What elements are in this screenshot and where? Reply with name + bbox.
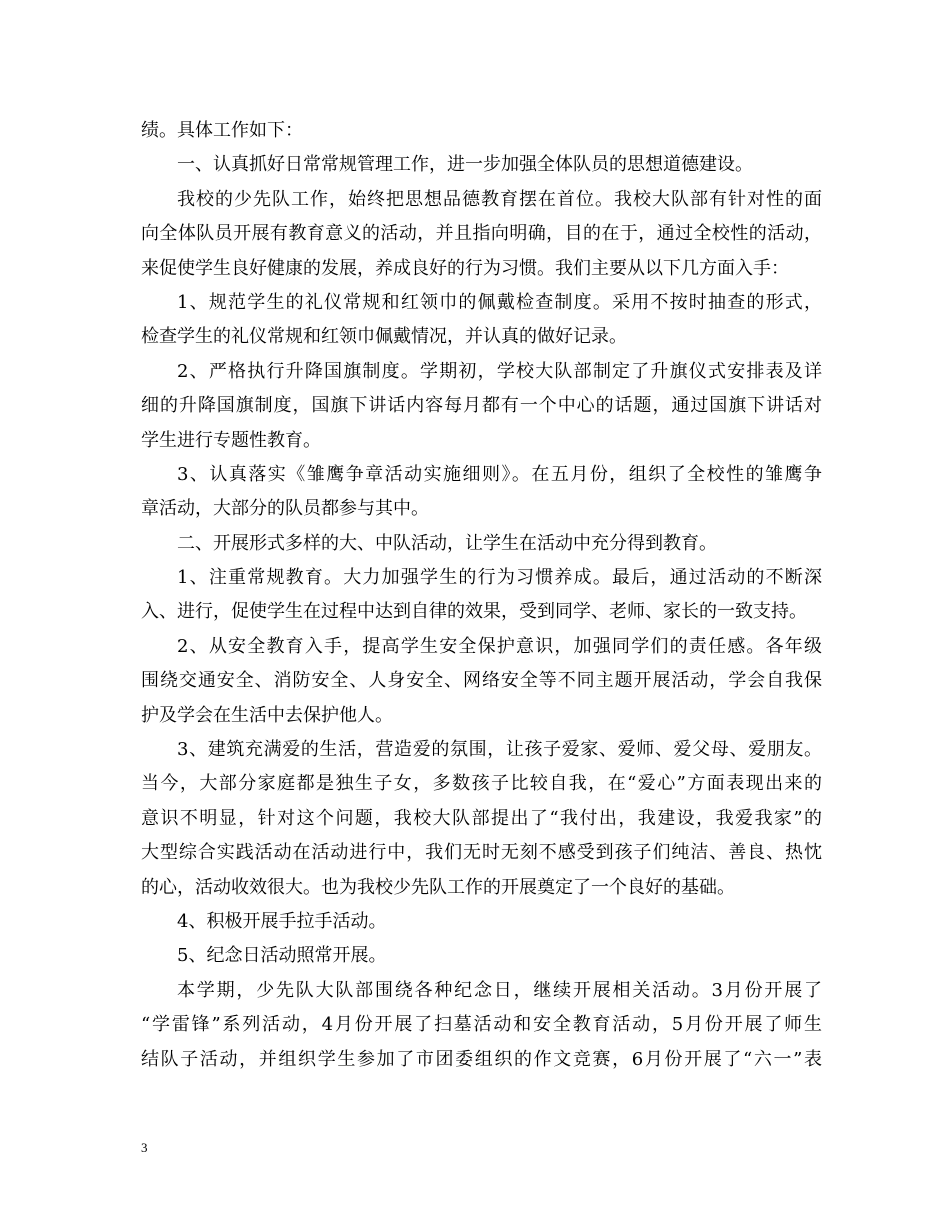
- text-line: 1、规范学生的礼仪常规和红领巾的佩戴检查制度。采用不按时抽查的形式，: [177, 291, 822, 313]
- text-line: 3、建筑充满爱的生活，营造爱的氛围，让孩子爱家、爱师、爱父母、爱朋友。: [177, 739, 822, 761]
- text-line: 护及学会在生活中去保护他人。: [141, 704, 393, 726]
- text-line: 检查学生的礼仪常规和红领巾佩戴情况，并认真的做好记录。: [141, 326, 627, 348]
- text-line: 一、认真抓好日常常规管理工作，进一步加强全体队员的思想道德建设。: [177, 154, 753, 176]
- text-line: 围绕交通安全、消防安全、人身安全、网络安全等不同主题开展活动，学会自我保: [141, 670, 822, 692]
- text-line: 向全体队员开展有教育意义的活动，并且指向明确，目的在于，通过全校性的活动，: [141, 223, 822, 245]
- text-line: 2、严格执行升降国旗制度。学期初，学校大队部制定了升旗仪式安排表及详: [177, 360, 822, 382]
- text-line: 学生进行专题性教育。: [141, 429, 321, 451]
- text-line: 绩。具体工作如下：: [141, 120, 303, 141]
- text-line: 结队子活动，并组织学生参加了市团委组织的作文竞赛，6月份开展了“六一”表: [141, 1048, 822, 1070]
- text-line: 1、注重常规教育。大力加强学生的行为习惯养成。最后，通过活动的不断深: [177, 567, 822, 589]
- text-line: 意识不明显，针对这个问题，我校大队部提出了“我付出，我建设，我爱我家”的: [141, 807, 822, 829]
- text-line: 二、开展形式多样的大、中队活动，让学生在活动中充分得到教育。: [177, 532, 717, 554]
- text-line: 的心，活动收效很大。也为我校少先队工作的开展奠定了一个良好的基础。: [141, 876, 735, 898]
- page-number: 3: [141, 1140, 148, 1155]
- text-line: 细的升降国旗制度，国旗下讲话内容每月都有一个中心的话题，通过国旗下讲话对: [141, 395, 822, 417]
- text-line: 当今，大部分家庭都是独生子女，多数孩子比较自我，在“爱心”方面表现出来的: [141, 773, 822, 795]
- text-line: 2、从安全教育入手，提高学生安全保护意识，加强同学们的责任感。各年级: [177, 635, 822, 657]
- text-line: 5、纪念日活动照常开展。: [177, 945, 387, 967]
- text-line: “学雷锋”系列活动，4月份开展了扫墓活动和安全教育活动，5月份开展了师生: [141, 1014, 822, 1036]
- text-line: 4、积极开展手拉手活动。: [177, 910, 387, 932]
- text-line: 来促使学生良好健康的发展，养成良好的行为习惯。我们主要从以下几方面入手：: [141, 257, 789, 279]
- text-line: 章活动，大部分的队员都参与其中。: [141, 498, 429, 520]
- text-line: 本学期，少先队大队部围绕各种纪念日，继续开展相关活动。3月份开展了: [177, 979, 822, 1001]
- text-line: 入、进行，促使学生在过程中达到自律的效果，受到同学、老师、家长的一致支持。: [141, 601, 807, 623]
- text-line: 大型综合实践活动在活动进行中，我们无时无刻不感受到孩子们纯洁、善良、热忱: [141, 842, 822, 864]
- text-line: 我校的少先队工作，始终把思想品德教育摆在首位。我校大队部有针对性的面: [177, 188, 822, 210]
- document-body: [141, 114, 822, 1077]
- text-line: 3、认真落实《雏鹰争章活动实施细则》。在五月份，组织了全校性的雏鹰争: [177, 463, 822, 485]
